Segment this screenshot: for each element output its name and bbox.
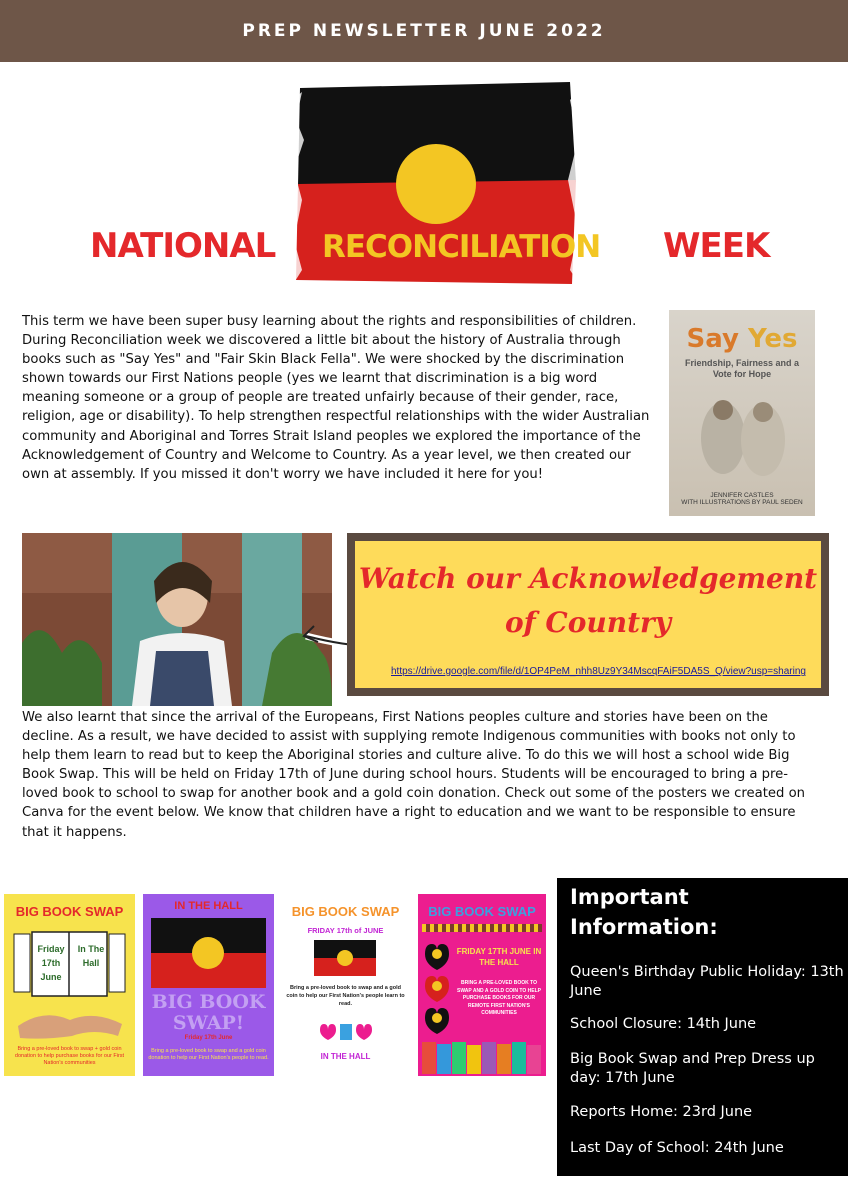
important-info-title-line2: Information: [570, 915, 718, 939]
poster-3 [280, 894, 411, 1076]
poster-3-date: FRIDAY 17th of JUNE [307, 926, 384, 935]
poster-2-title: IN THE HALL [174, 900, 243, 912]
poster-3-hearts-icon [312, 1018, 380, 1044]
acknowledgement-box [347, 533, 829, 696]
book-subtitle: Friendship, Fairness and a Vote for Hope [684, 358, 800, 379]
book-author [669, 492, 815, 506]
intro-paragraph: This term we have been super busy learning about the rights and responsibilities of children. During Reconciliation week we discovered a little bit about the history of Australia through books such as "Say Yes" and "Fair Skin Black Fella". We were shocked by the discrimination shown towards our First Nations people (yes we learnt that discrimination is a big word meaning someone or a group of people are treated unfairly because of their gender, race, religion, age or disability). To help strengthen respectful relationships with the wider Australian community and Aboriginal and Torres Strait Island peoples we explored the importance of the Acknowledgement of Country and Welcome to Country. As a year level, we then created our own at assembly. If you missed it don't worry we have included it here for you! [22, 314, 650, 482]
newsletter-header [0, 0, 848, 62]
info-item-book-swap: Big Book Swap and Prep Dress up day: 17th June [570, 1051, 815, 1086]
poster-4 [418, 894, 546, 1076]
headline-reconciliation: RECONCILIATION [322, 229, 601, 265]
acknowledgement-video-link[interactable]: https://drive.google.com/file/d/1OP4PeM_nhh8Uz9Y34MscqFAiF5DA5S_Q/view?usp=sharing [391, 666, 806, 677]
acknowledgement-panel [355, 541, 821, 688]
acknowledgement-title [355, 557, 821, 645]
poster-1-footer: Bring a pre-loved book to swap + gold coin donation to help purchase books for our First Nation's communities [14, 1046, 125, 1066]
poster-4-footer: BRING A PRE-LOVED BOOK TO SWAP AND A GOLD COIN TO HELP PURCHASE BOOKS FOR OUR REMOTE FIRST NATION'S COMMUNITIES [457, 980, 541, 1016]
book-swap-paragraph: We also learnt that since the arrival of the Europeans, First Nations peoples culture and stories have been on the decline. As a result, we have decided to assist with supplying remote Indigenous communities with books not only to help them learn to read but to keep the Aboriginal stories and culture alive. To do this we will host a school wide Big Book Swap. This will be held on Friday 17th of June during school hours. Students will be encouraged to bring a pre-loved book to school to swap for another book and a gold coin donation. Check out some of the posters we created on Canva for the event below. We know that children have a right to education and we want to be responsible to ensure that it happens. [22, 710, 806, 840]
info-item-reports-home: Reports Home: 23rd June [570, 1104, 753, 1120]
poster-4-title: BIG BOOK SWAP [428, 904, 536, 919]
poster-1-right-text: In The Hall [77, 944, 105, 968]
poster-2-flag-icon [151, 918, 266, 988]
poster-3-title: BIG BOOK SWAP [291, 904, 400, 919]
poster-2-footer: Bring a pre-loved book to swap and a gold coin donation to help our First Nation's people to read. [148, 1048, 269, 1061]
info-item-school-closure: School Closure: 14th June [570, 1016, 757, 1032]
acknowledgement-title-line1: Watch our Acknowledgement [358, 562, 818, 595]
book-illustrator: WITH ILLUSTRATIONS BY PAUL SEDEN [681, 499, 803, 506]
poster-4-heart-flags-icon [422, 942, 452, 1036]
poster-1-hands-icon [14, 1004, 126, 1044]
headline-week: WEEK [663, 226, 770, 266]
student-photo [22, 533, 332, 706]
poster-4-books-icon [422, 1042, 542, 1074]
poster-1-left-text: Friday 17th June [37, 944, 65, 982]
info-item-last-day: Last Day of School: 24th June [570, 1140, 784, 1156]
important-info-box [557, 878, 848, 1176]
book-title [669, 324, 815, 354]
newsletter-title: PREP NEWSLETTER JUNE 2022 [242, 21, 606, 41]
poster-1-title: BIG BOOK SWAP [15, 904, 124, 919]
important-info-title-line1: Important [570, 885, 689, 909]
book-title-part2: Yes [747, 324, 798, 354]
poster-1-book-icon [12, 928, 127, 1000]
poster-2 [143, 894, 274, 1076]
poster-4-date: FRIDAY 17TH JUNE IN THE HALL [456, 947, 542, 967]
say-yes-book-cover [669, 310, 815, 516]
poster-1 [4, 894, 135, 1076]
poster-4-pattern [422, 924, 542, 932]
poster-3-footer: Bring a pre-loved book to swap and a gold coin to help our First Nation's people learn to read. [286, 985, 405, 1007]
book-title-part1: Say [686, 324, 739, 354]
poster-2-big: BIG BOOK SWAP! [151, 991, 266, 1034]
headline-national: NATIONAL [90, 226, 276, 266]
book-illustration [683, 388, 801, 484]
poster-3-bottom: IN THE HALL [320, 1052, 371, 1061]
info-item-queens-birthday: Queen's Birthday Public Holiday: 13th June [570, 964, 844, 999]
acknowledgement-title-line2: of Country [504, 606, 672, 639]
book-author-name: JENNIFER CASTLES [710, 492, 774, 499]
poster-3-flag-icon [314, 940, 376, 976]
poster-2-date: Friday 17th June [184, 1035, 233, 1041]
important-info-title [570, 882, 718, 942]
